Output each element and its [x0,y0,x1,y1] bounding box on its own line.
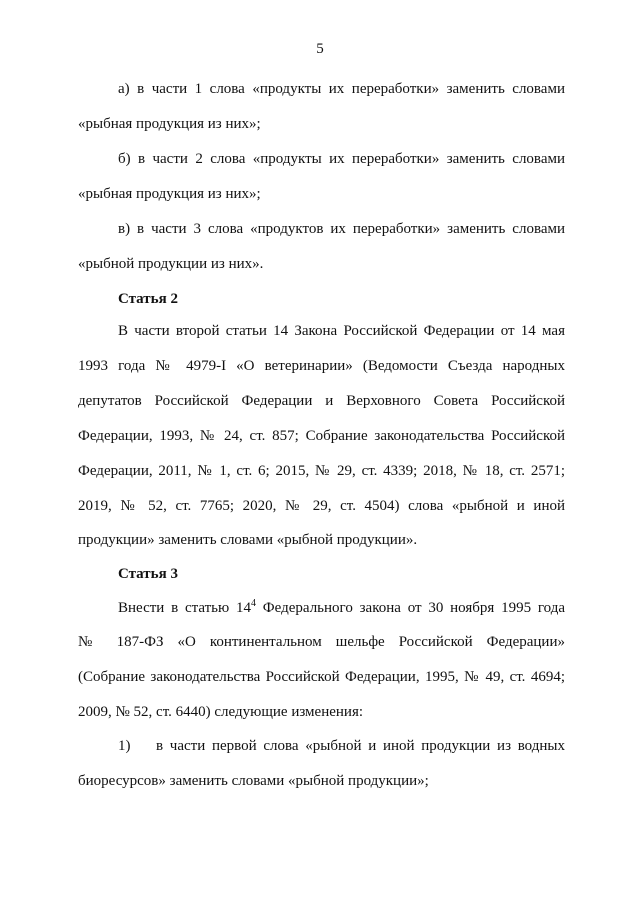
item-1-line-1: 1) в части первой слова «рыбной и иной продукции из водных [118,738,565,754]
article-2-line-7: продукции» заменить словами «рыбной продукции». [78,532,418,548]
item-b-line-1: б) в части 2 слова «продукты их переработки» заменить словами [118,151,565,167]
article-3-line-1: Внести в статью $14^4$ Федерального закона от 30 ноября 1995 года [118,598,565,616]
article-2-line-3: депутатов Российской Федерации и Верховного Совета Российской [78,393,565,409]
item-c-line-1: в) в части 3 слова «продуктов их переработки» заменить словами [118,221,565,237]
page-number: 5 [316,41,324,57]
item-1-number: 1) [118,738,131,754]
article-2-line-5: Федерации, 2011, № 1, ст. 6; 2015, № 29, ст. 4339; 2018, № 18, ст. 2571; [78,463,565,479]
item-1-line-2: биоресурсов» заменить словами «рыбной продукции»; [78,773,429,789]
article-2-line-4: Федерации, 1993, № 24, ст. 857; Собрание законодательства Российской [78,428,565,444]
article-3-heading: Статья 3 [118,566,178,582]
article-3-line-4: 2009, № 52, ст. 6440) следующие изменения: [78,704,364,720]
article-2-line-6: 2019, № 52, ст. 7765; 2020, № 29, ст. 4504) слова «рыбной и иной [78,498,565,514]
item-a-line-1: а) в части 1 слова «продукты их переработки» заменить словами [118,81,565,97]
superscript-4: 4 [251,598,257,609]
item-a-line-2: «рыбная продукция из них»; [78,116,261,132]
article-3-line-3: (Собрание законодательства Российской Федерации, 1995, № 49, ст. 4694; [78,669,565,685]
article-2-line-2: 1993 года № 4979-I «О ветеринарии» (Ведомости Съезда народных [78,358,565,374]
article-2-line-1: В части второй статьи 14 Закона Российской Федерации от 14 мая [118,323,565,339]
item-c-line-2: «рыбной продукции из них». [78,256,264,272]
article-2-heading: Статья 2 [118,291,178,307]
article-3-line-2: № 187-ФЗ «О континентальном шельфе Российской Федерации» [78,634,565,650]
item-b-line-2: «рыбная продукция из них»; [78,186,261,202]
